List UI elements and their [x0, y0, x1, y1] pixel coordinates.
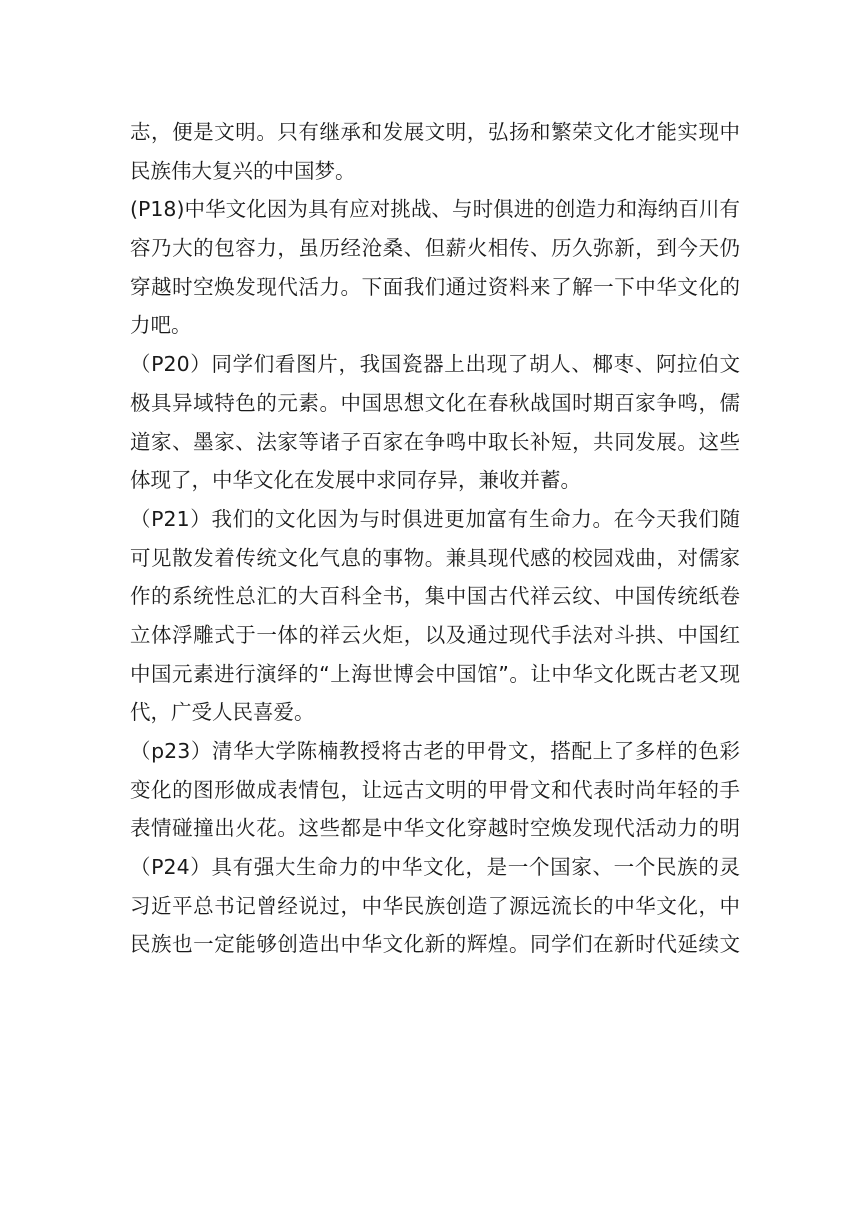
text-line: （P24）具有强大生命力的中华文化，是一个国家、一个民族的灵 [130, 855, 740, 880]
text-line: 立体浮雕式于一体的祥云火炬，以及通过现代手法对斗拱、中国红 [130, 622, 740, 647]
text-line: (P18)中华文化因为具有应对挑战、与时俱进的创造力和海纳百川有 [130, 197, 740, 222]
text-line: （P20）同学们看图片，我国瓷器上出现了胡人、椰枣、阿拉伯文 [130, 352, 740, 377]
text-line: 代，广受人民喜爱。 [130, 700, 315, 725]
text-line: 志，便是文明。只有继承和发展文明，弘扬和繁荣文化才能实现中 [130, 120, 740, 144]
text-line: 道家、墨家、法家等诸子百家在争鸣中取长补短，共同发展。这些 [130, 429, 740, 454]
text-line: 民族也一定能够创造出中华文化新的辉煌。同学们在新时代延续文 [130, 932, 740, 957]
text-line: 力吧。 [130, 313, 192, 338]
text-line: 习近平总书记曾经说过，中华民族创造了源远流长的中华文化，中 [130, 893, 740, 918]
text-line: 表情碰撞出火花。这些都是中华文化穿越时空焕发现代活动力的明 [130, 816, 740, 841]
text-line: 中国元素进行演绎的“上海世博会中国馆”。让中华文化既古老又现 [130, 661, 740, 686]
text-line: 变化的图形做成表情包，让远古文明的甲骨文和代表时尚年轻的手 [130, 777, 740, 802]
text-line: 体现了，中华文化在发展中求同存异，兼收并蓄。 [130, 468, 581, 493]
text-line: 穿越时空焕发现代活力。下面我们通过资料来了解一下中华文化的 [130, 274, 740, 299]
text-line: （p23）清华大学陈楠教授将古老的甲骨文，搭配上了多样的色彩 [130, 739, 740, 763]
text-line: 民族伟大复兴的中国梦。 [130, 158, 356, 183]
text-line: 可见散发着传统文化气息的事物。兼具现代感的校园戏曲，对儒家 [130, 545, 740, 570]
document-body [130, 113, 740, 964]
text-line: 容乃大的包容力，虽历经沧桑、但薪火相传、历久弥新，到今天仍 [130, 236, 740, 261]
text-line: 作的系统性总汇的大百科全书，集中国古代祥云纹、中国传统纸卷 [130, 584, 740, 609]
text-line: 极具异域特色的元素。中国思想文化在春秋战国时期百家争鸣，儒 [130, 390, 740, 415]
text-line: （P21）我们的文化因为与时俱进更加富有生命力。在今天我们随 [130, 506, 740, 531]
